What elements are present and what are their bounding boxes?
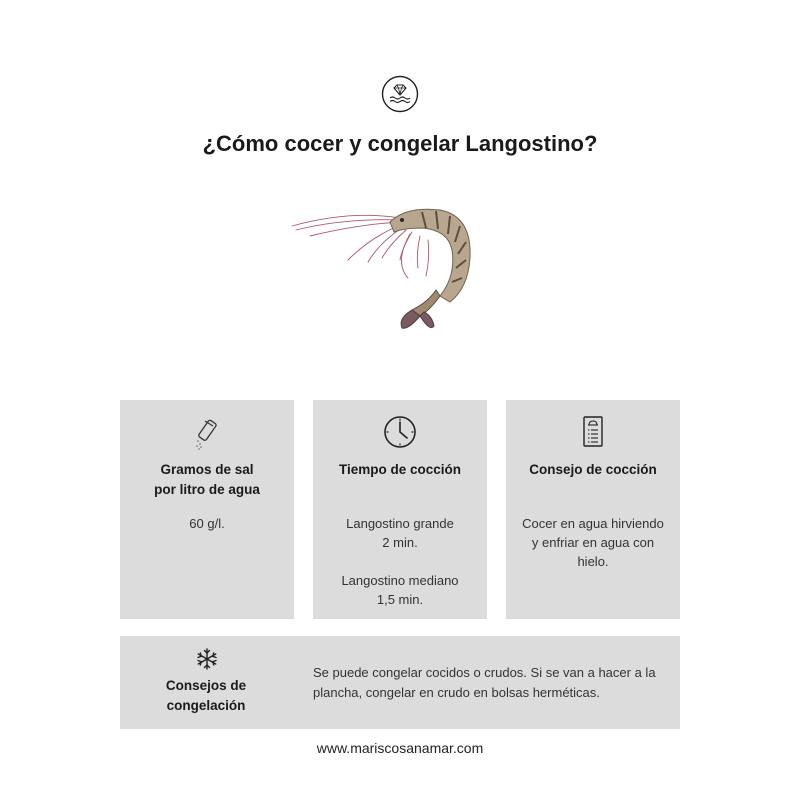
salt-shaker-icon (189, 414, 225, 450)
freezing-panel (120, 636, 680, 729)
website-url: www.mariscosanamar.com (316, 740, 484, 756)
snowflake-icon (196, 648, 218, 670)
page-title: ¿Cómo cocer y congelar Langostino? (202, 131, 598, 156)
cooking-time-value: Langostino grande 2 min. Langostino mediano 1,5 min. (341, 516, 459, 607)
clock-icon (382, 414, 418, 450)
freezing-heading: Consejos de congelación (165, 678, 247, 713)
cooking-tip-heading: Consejo de cocción (529, 462, 657, 477)
freezing-text: Se puede congelar cocidos o crudos. Si se van a hacer a la plancha, congelar en crudo en bolsas herméticas. (313, 665, 656, 700)
cooking-tip-value: Cocer en agua hirviendo y enfriar en agua con hielo. (522, 516, 664, 569)
salt-card (120, 400, 294, 619)
diamond-waves-icon (381, 75, 419, 113)
salt-value: 60 g/l. (189, 516, 225, 531)
cooking-time-card (313, 400, 487, 619)
shrimp-image (290, 198, 480, 334)
salt-heading: Gramos de sal por litro de agua (154, 462, 260, 497)
recipe-card-icon (575, 414, 611, 450)
cooking-time-heading: Tiempo de cocción (338, 462, 462, 477)
cooking-tip-card (506, 400, 680, 619)
